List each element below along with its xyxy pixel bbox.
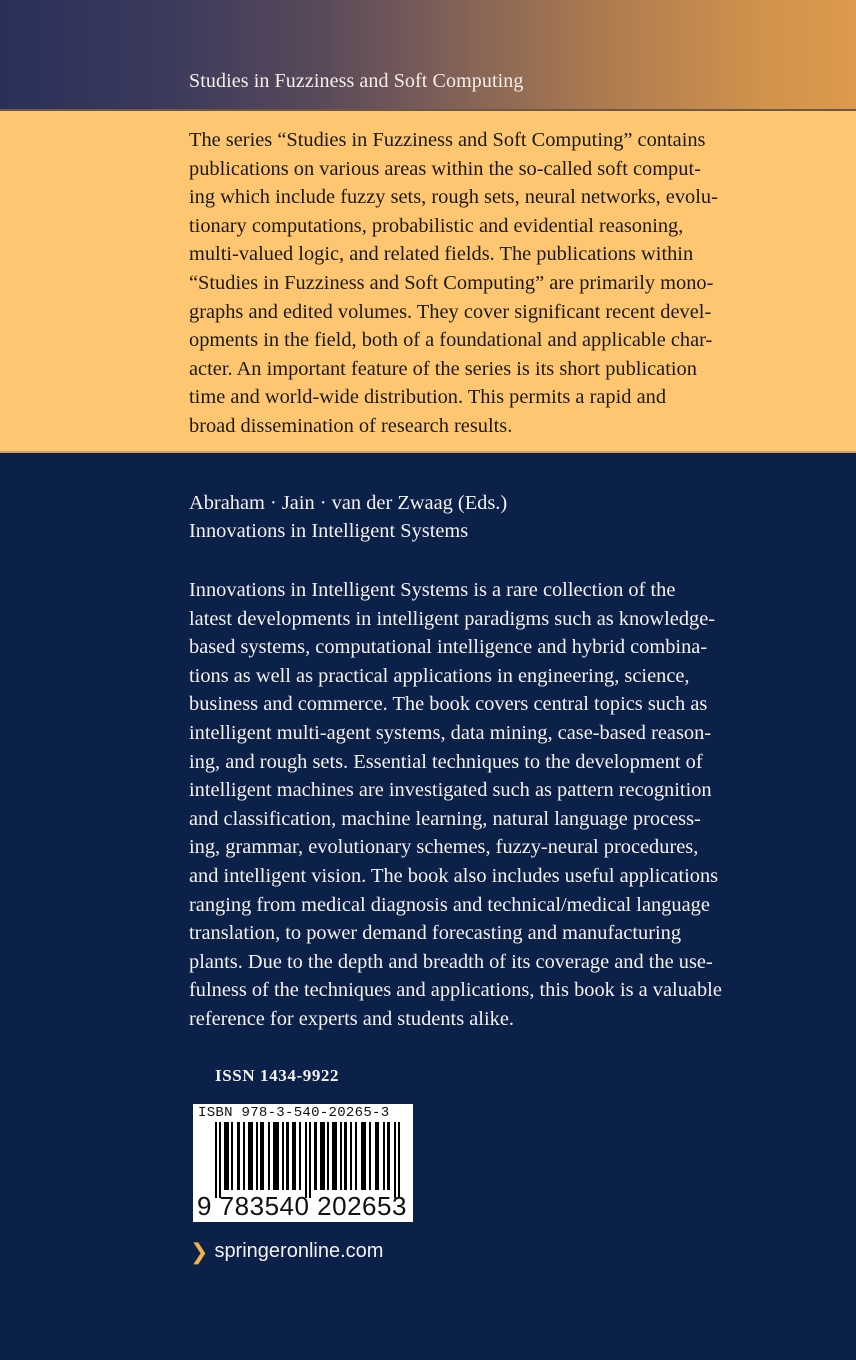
website-link[interactable] [190, 1240, 383, 1263]
book-description-line: Innovations in Intelligent Systems is a rare collection of the [189, 579, 676, 601]
book-description-line: ing, grammar, evolutionary schemes, fuzzy-neural procedures, [189, 836, 699, 859]
book-description-line: business and commerce. The book covers central topics such as [189, 693, 708, 716]
series-header-band [0, 0, 856, 111]
book-description-line: tions as well as practical applications in engineering, science, [189, 664, 690, 687]
series-description-line: publications on various areas within the so-called soft comput- [189, 157, 701, 180]
book-description-line: and classification, machine learning, natural language process- [189, 807, 701, 830]
book-description-line: and intelligent vision. The book also includes useful applications [189, 864, 719, 887]
series-description-line: “Studies in Fuzziness and Soft Computing” are primarily mono- [189, 271, 714, 294]
series-description-line: time and world-wide distribution. This permits a rapid and [189, 386, 667, 409]
book-title: Innovations in Intelligent Systems [189, 520, 469, 542]
book-description-line: fulness of the techniques and applications, this book is a valuable [189, 979, 722, 1002]
book-description [189, 576, 809, 1034]
series-description [189, 126, 809, 441]
isbn-label: ISBN 978-3-540-20265-3 [198, 1105, 390, 1121]
series-description-line: graphs and edited volumes. They cover significant recent devel- [189, 300, 712, 323]
barcode-bars-icon [215, 1122, 401, 1198]
book-description-line: reference for experts and students alike. [189, 1007, 514, 1030]
series-description-line: multi-valued logic, and related fields. The publications within [189, 243, 694, 266]
series-description-line: ing which include fuzzy sets, rough sets, neural networks, evolu- [189, 186, 718, 209]
series-title: Studies in Fuzziness and Soft Computing [189, 70, 524, 92]
series-description-line: opments in the field, both of a foundational and applicable char- [189, 329, 713, 352]
book-description-line: translation, to power demand forecasting and manufacturing [189, 922, 682, 945]
book-description-line: based systems, computational intelligence and hybrid combina- [189, 636, 708, 659]
series-description-line: tionary computations, probabilistic and evidential reasoning, [189, 214, 684, 237]
book-authors: Abraham · Jain · van der Zwaag (Eds.) [189, 492, 508, 514]
series-description-line: broad dissemination of research results. [189, 414, 513, 437]
book-description-line: intelligent machines are investigated such as pattern recognition [189, 779, 712, 802]
chevron-right-icon: ❯ [190, 1238, 209, 1264]
book-description-line: latest developments in intelligent paradigms such as knowledge- [189, 607, 716, 630]
book-description-line: plants. Due to the depth and breadth of its coverage and the use- [189, 950, 713, 973]
book-description-line: ing, and rough sets. Essential techniques to the development of [189, 750, 703, 773]
issn-number: ISSN 1434-9922 [215, 1066, 340, 1085]
website-label: springeronline.com [214, 1240, 384, 1262]
isbn-barcode [193, 1104, 413, 1222]
series-description-line: acter. An important feature of the series is its short publication [189, 357, 697, 380]
series-description-line: The series “Studies in Fuzziness and Soft Computing” contains [189, 129, 706, 151]
book-description-line: ranging from medical diagnosis and technical/medical language [189, 893, 710, 916]
book-description-line: intelligent multi-agent systems, data mining, case-based reason- [189, 721, 712, 744]
ean-digits: 9 783540 202653 [197, 1191, 407, 1221]
